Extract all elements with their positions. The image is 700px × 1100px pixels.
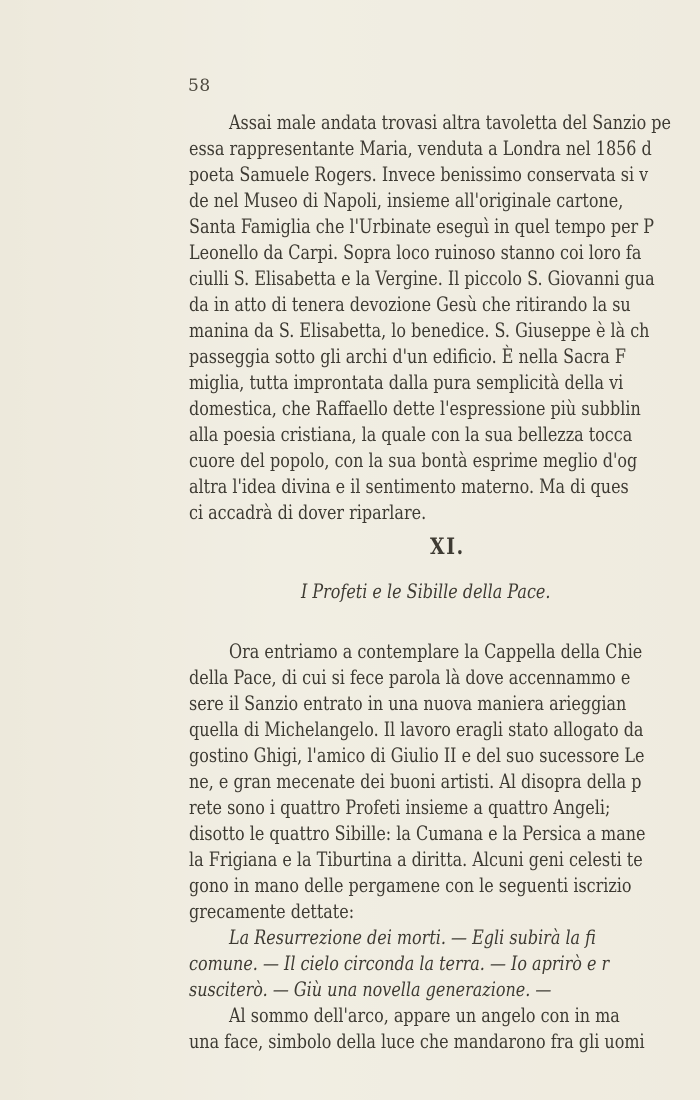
inscription-line: susciterò. — Giù una novella generazione. — <box>189 978 552 1001</box>
text-line: rete sono i quattro Profeti insieme a quattro Angeli; <box>189 796 611 819</box>
chapter-subtitle: I Profeti e le Sibille della Pace. <box>301 580 551 603</box>
text-line: Leonello da Carpi. Sopra loco ruinoso stanno coi loro fa <box>189 241 642 264</box>
inscription-line: comune. — Il cielo circonda la terra. — Io aprirò e r <box>189 952 610 975</box>
text-line: ciulli S. Elisabetta e la Vergine. Il piccolo S. Giovanni gua <box>189 267 655 290</box>
inscription-line: La Resurrezione dei morti. — Egli subirà la fi <box>229 926 596 949</box>
text-line: gono in mano delle pergamene con le seguenti iscrizio <box>189 874 632 897</box>
text-line: miglia, tutta improntata dalla pura semplicità della vi <box>189 371 624 394</box>
text-line: da in atto di tenera devozione Gesù che ritirando la su <box>189 293 631 316</box>
text-line: essa rappresentante Maria, venduta a Londra nel 1856 d <box>189 137 652 160</box>
page-number: 58 <box>188 76 211 96</box>
text-line: della Pace, di cui si fece parola là dove accennammo e <box>189 666 631 689</box>
text-line: poeta Samuele Rogers. Invece benissimo conservata si v <box>189 163 649 186</box>
text-line: altra l'idea divina e il sentimento materno. Ma di ques <box>189 475 629 498</box>
text-line: manina da S. Elisabetta, lo benedice. S. Giuseppe è là ch <box>189 319 650 342</box>
text-line: Ora entriamo a contemplare la Cappella della Chie <box>229 640 643 663</box>
text-line: ne, e gran mecenate dei buoni artisti. Al disopra della p <box>189 770 642 793</box>
text-line: passeggia sotto gli archi d'un edificio. È nella Sacra F <box>189 345 626 368</box>
text-line: Assai male andata trovasi altra tavoletta del Sanzio pe <box>229 111 671 134</box>
text-line: una face, simbolo della luce che mandarono fra gli uomi <box>189 1030 645 1053</box>
chapter-heading: XI. <box>430 534 465 560</box>
text-line: gostino Ghigi, l'amico di Giulio II e del suo sucessore Le <box>189 744 645 767</box>
text-line: alla poesia cristiana, la quale con la sua bellezza tocca <box>189 423 633 446</box>
text-line: domestica, che Raffaello dette l'espressione più subblin <box>189 397 641 420</box>
text-line: Al sommo dell'arco, appare un angelo con in ma <box>229 1004 620 1027</box>
text-line: Santa Famiglia che l'Urbinate eseguì in quel tempo per P <box>189 215 655 238</box>
text-line: sere il Sanzio entrato in una nuova maniera arieggian <box>189 692 627 715</box>
text-line: grecamente dettate: <box>189 900 355 923</box>
text-line: cuore del popolo, con la sua bontà esprime meglio d'og <box>189 449 638 472</box>
text-line: quella di Michelangelo. Il lavoro eragli stato allogato da <box>189 718 644 741</box>
text-line: disotto le quattro Sibille: la Cumana e la Persica a mane <box>189 822 646 845</box>
text-line: la Frigiana e la Tiburtina a diritta. Alcuni geni celesti te <box>189 848 643 871</box>
text-line: de nel Museo di Napoli, insieme all'originale cartone, <box>189 189 624 212</box>
text-line: ci accadrà di dover riparlare. <box>189 501 427 524</box>
